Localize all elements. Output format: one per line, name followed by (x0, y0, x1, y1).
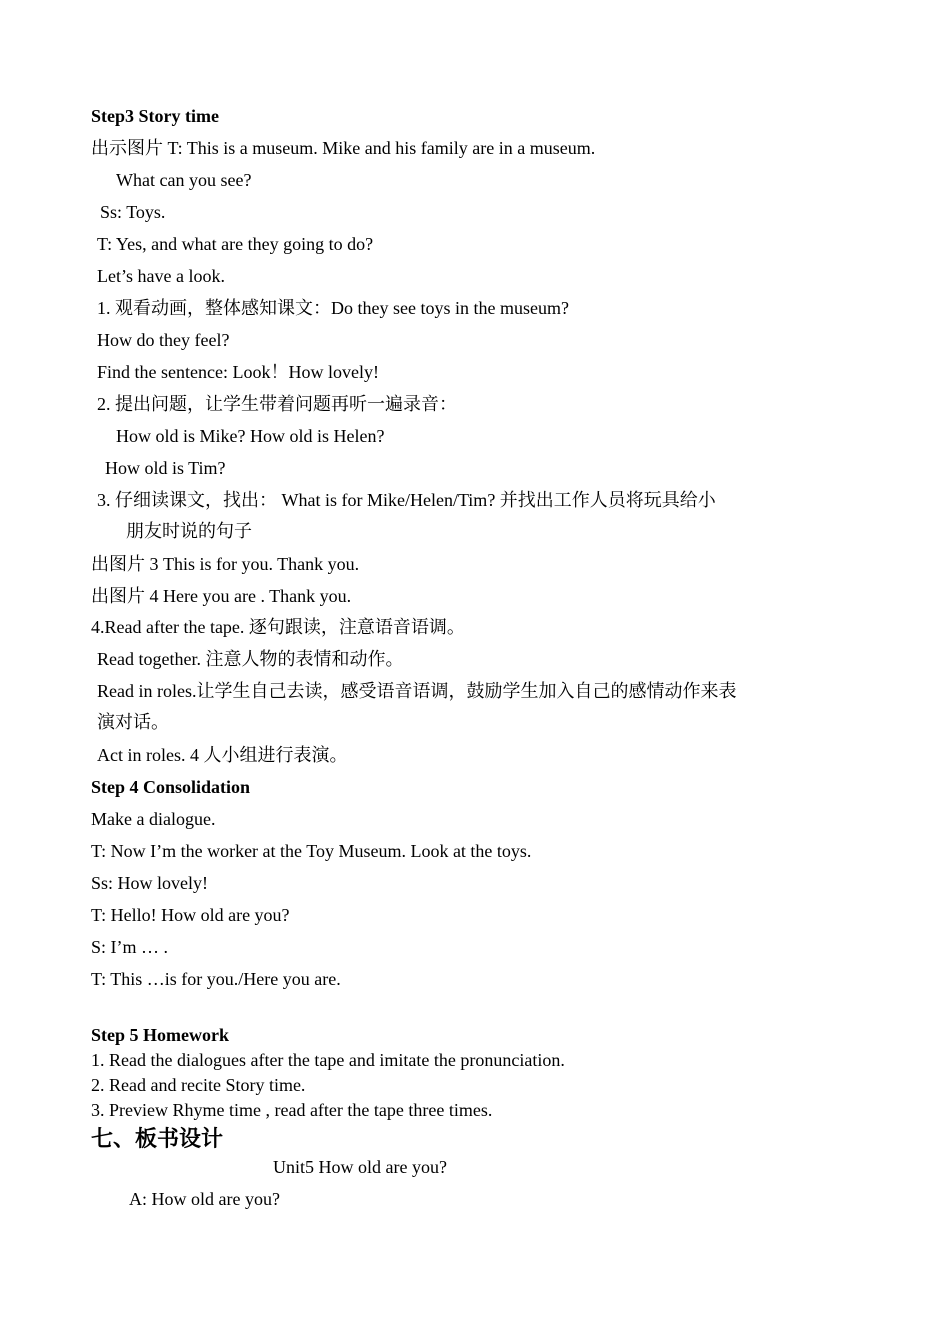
step3-line-14: 出图片 3 This is for you. Thank you. (91, 554, 360, 574)
step5-line-3: 3. Preview Rhyme time , read after the tape three times. (91, 1100, 493, 1120)
step3-line-7: How do they feel? (97, 330, 230, 350)
step3-line-4: T: Yes, and what are they going to do? (97, 234, 374, 254)
step3-line-12: 3. 仔细读课文，找出： What is for Mike/Helen/Tim? 并找出工作人员将玩具给小 (97, 490, 716, 510)
step3-heading: Step3 Story time (91, 106, 219, 126)
step3-line-5: Let’s have a look. (97, 266, 225, 286)
step3-line-16: 4.Read after the tape. 逐句跟读，注意语音语调。 (91, 617, 465, 637)
step4-line-3: Ss: How lovely! (91, 873, 208, 893)
step5-line-1: 1. Read the dialogues after the tape and imitate the pronunciation. (91, 1050, 565, 1070)
step3-line-19: 演对话。 (97, 712, 169, 732)
step3-line-10: How old is Mike? How old is Helen? (116, 426, 385, 446)
step3-line-1: 出示图片 T: This is a museum. Mike and his family are in a museum. (91, 138, 596, 158)
step3-line-18: Read in roles.让学生自己去读，感受语音语调，鼓励学生加入自己的感情动作来表 (97, 681, 737, 701)
step3-line-6: 1. 观看动画，整体感知课文：Do they see toys in the museum? (97, 298, 569, 318)
step3-line-13: 朋友时说的句子 (126, 521, 252, 541)
step3-line-20: Act in roles. 4 人小组进行表演。 (97, 745, 348, 765)
step3-line-2: What can you see? (116, 170, 252, 190)
step4-line-6: T: This …is for you./Here you are. (91, 969, 341, 989)
step4-line-2: T: Now I’m the worker at the Toy Museum. Look at the toys. (91, 841, 532, 861)
step3-line-11: How old is Tim? (105, 458, 226, 478)
step3-line-3: Ss: Toys. (100, 202, 166, 222)
step4-line-4: T: Hello! How old are you? (91, 905, 290, 925)
step4-heading: Step 4 Consolidation (91, 777, 251, 797)
step4-line-5: S: I’m … . (91, 937, 169, 957)
step5-line-2: 2. Read and recite Story time. (91, 1075, 306, 1095)
board-title: Unit5 How old are you? (273, 1157, 447, 1177)
board-heading: 七、板书设计 (91, 1127, 224, 1152)
step5-heading: Step 5 Homework (91, 1025, 229, 1045)
step3-line-8: Find the sentence: Look！How lovely! (97, 362, 379, 382)
step3-line-9: 2. 提出问题，让学生带着问题再听一遍录音： (97, 394, 457, 414)
step3-line-17: Read together. 注意人物的表情和动作。 (97, 649, 404, 669)
step4-line-1: Make a dialogue. (91, 809, 216, 829)
board-line-1: A: How old are you? (129, 1189, 280, 1209)
step3-line-15: 出图片 4 Here you are . Thank you. (91, 586, 352, 606)
